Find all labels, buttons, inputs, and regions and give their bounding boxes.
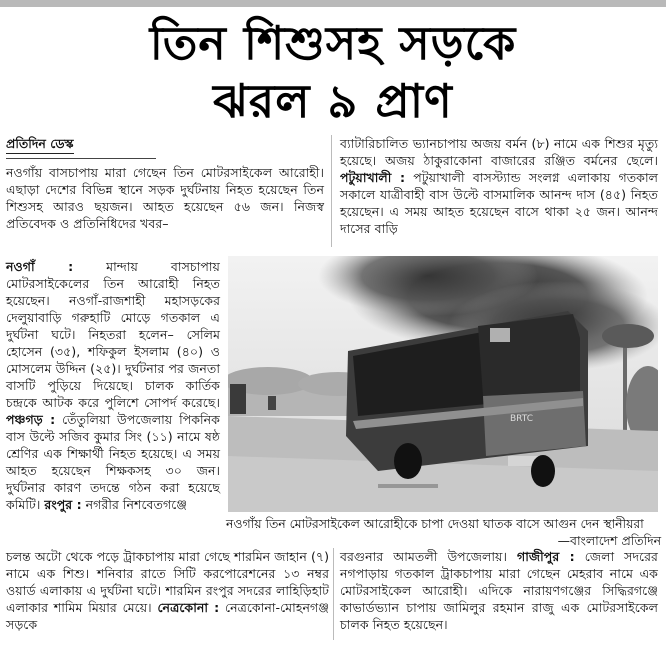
burning-bus-image — [228, 256, 658, 512]
netrokona-text: নেত্রকোনা-মোহনগঞ্জ সড়কে — [6, 600, 329, 632]
paragraph-bottom-left — [6, 548, 329, 633]
headline-line-1: তিন শিশুসহ সড়কে — [149, 16, 517, 70]
place-naogaon: নওগাঁ : — [6, 259, 74, 274]
headline — [0, 14, 666, 130]
rangpur-text: নগরীর নিশবেতগঞ্জে — [85, 497, 188, 512]
paragraph-right-top — [340, 135, 658, 237]
rangpur-cont-text: চলন্ত অটো থেকে পড়ে ট্রাকচাপায় মারা গেছে শারমিন জাহান (৭) নামে এক শিশু। শনিবার রাতে সিটি করপোরেশনের ১৩ নম্বর ওয়ার্ড এলাকায় এ দুর্ঘটনা ঘটে। শারমিন রংপুর সদরের লাহিড়িহাট এলাকার শামিম মিয়ার মেয়ে। — [6, 549, 329, 615]
intro-text: নওগাঁয় বাসচাপায় মারা গেছেন তিন মোটরসাইকেল আরোহী। এছাড়া দেশের বিভিন্ন স্থানে সড়ক দুর্ঘটনায় নিহত হয়েছেন তিন শিশুসহ আরও ছয়জন। আহত হয়েছেন ৫৬ জন। নিজস্ব প্রতিবেদক ও প্রতিনিধিদের খবর– — [6, 165, 324, 231]
byline-rule — [6, 158, 156, 159]
photo-gutter — [224, 256, 225, 514]
news-photo — [228, 256, 658, 512]
thakurakona-text: ব্যাটারিচালিত ভ্যানচাপায় অজয় বর্মন (৮) নামে এক শিশুর মৃত্যু হয়েছে। অজয় ঠাকুরাকোনা বাজারের রঞ্জিত বর্মনের ছেলে। — [340, 136, 658, 168]
gazipur-text: জেলা সদরের নগপাড়ায় গতকাল ট্রাকচাপায় মারা গেছেন মেহরাব নামে এক মোটরসাইকেল আরোহী। এদিকে নারায়ণগঞ্জের সিদ্ধিরগঞ্জে কাভার্ডভ্যান চাপায় জামিলুর রহমান রাজু এক মোটরসাইকেল চালক নিহত হয়েছেন। — [340, 549, 658, 632]
place-panchagarh: পঞ্চগড় : — [6, 412, 56, 427]
caption-text: নওগাঁয় তিন মোটরসাইকেল আরোহীকে চাপা দেওয়া ঘাতক বাসে আগুন দেন স্থানীয়রা — [226, 516, 644, 531]
patuakhali-text: পটুয়াখালী বাসস্ট্যান্ড সংলগ্ন এলাকায় গতকাল সকালে যাত্রীবাহী বাস উল্টে বাসমালিক আনন্দ দাস (৪৫) নিহত হয়েছেন। এ সময় আহত হয়েছেন বাসে থাকা ২৫ জন। আনন্দ দাসের বাড়ি — [340, 170, 658, 236]
photo-caption — [226, 515, 661, 549]
barguna-text: বরগুনার আমতলী উপজেলায়। — [340, 549, 507, 564]
bus-plate-text: BRTC — [510, 414, 534, 424]
column-bottom-right — [340, 548, 658, 633]
place-patuakhali: পটুয়াখালী : — [340, 170, 406, 185]
column-bottom-left — [6, 548, 329, 633]
paragraph-intro — [6, 164, 324, 232]
paragraph-naogaon — [6, 258, 220, 513]
column-left — [6, 135, 324, 232]
headline-line-2: ঝরল ৯ প্রাণ — [213, 74, 453, 128]
column-right-top — [340, 135, 658, 237]
place-rangpur: রংপুর : — [44, 497, 82, 512]
paragraph-bottom-right — [340, 548, 658, 633]
place-gazipur: গাজীপুর : — [517, 549, 575, 564]
byline: প্রতিদিন ডেস্ক — [6, 135, 74, 154]
top-rule — [0, 0, 666, 7]
place-netrokona: নেত্রকোনা : — [157, 600, 220, 615]
naogaon-text: মান্দায় বাসচাপায় মোটরসাইকেলের তিন আরোহী নিহত হয়েছেন। নওগাঁ-রাজশাহী মহাসড়কের দেলুয়াবাড়ি গরুহাটি মোড়ে গতকাল এ দুর্ঘটনা ঘটে। নিহতরা হলেন– সেলিম হোসেন (৩৫), শফিকুল ইসলাম (৪০) ও মোসলেম উদ্দিন (২৫)। দুর্ঘটনার পর জনতা বাসটি পুড়িয়ে দিয়েছে। চালক কার্তিক চন্দ্রকে আটক করে পুলিশে সোপর্দ করেছে। — [6, 259, 220, 410]
panchagarh-text: তেঁতুলিয়া উপজেলায় পিকনিক বাস উল্টে সজিব কুমার সিং (১১) নামে ষষ্ঠ শ্রেণির এক শিক্ষার্থী নিহত হয়েছে। এ সময় আহত হয়েছেন শিক্ষকসহ ৩০ জন। দুর্ঘটনার কারণ তদন্তে গঠন করা হয়েছে কমিটি। — [6, 412, 220, 512]
bottom-column-divider — [333, 548, 334, 640]
column-left-narrow — [6, 258, 220, 513]
photo-credit: —বাংলাদেশ প্রতিদিন — [557, 533, 661, 548]
column-divider — [331, 135, 332, 247]
